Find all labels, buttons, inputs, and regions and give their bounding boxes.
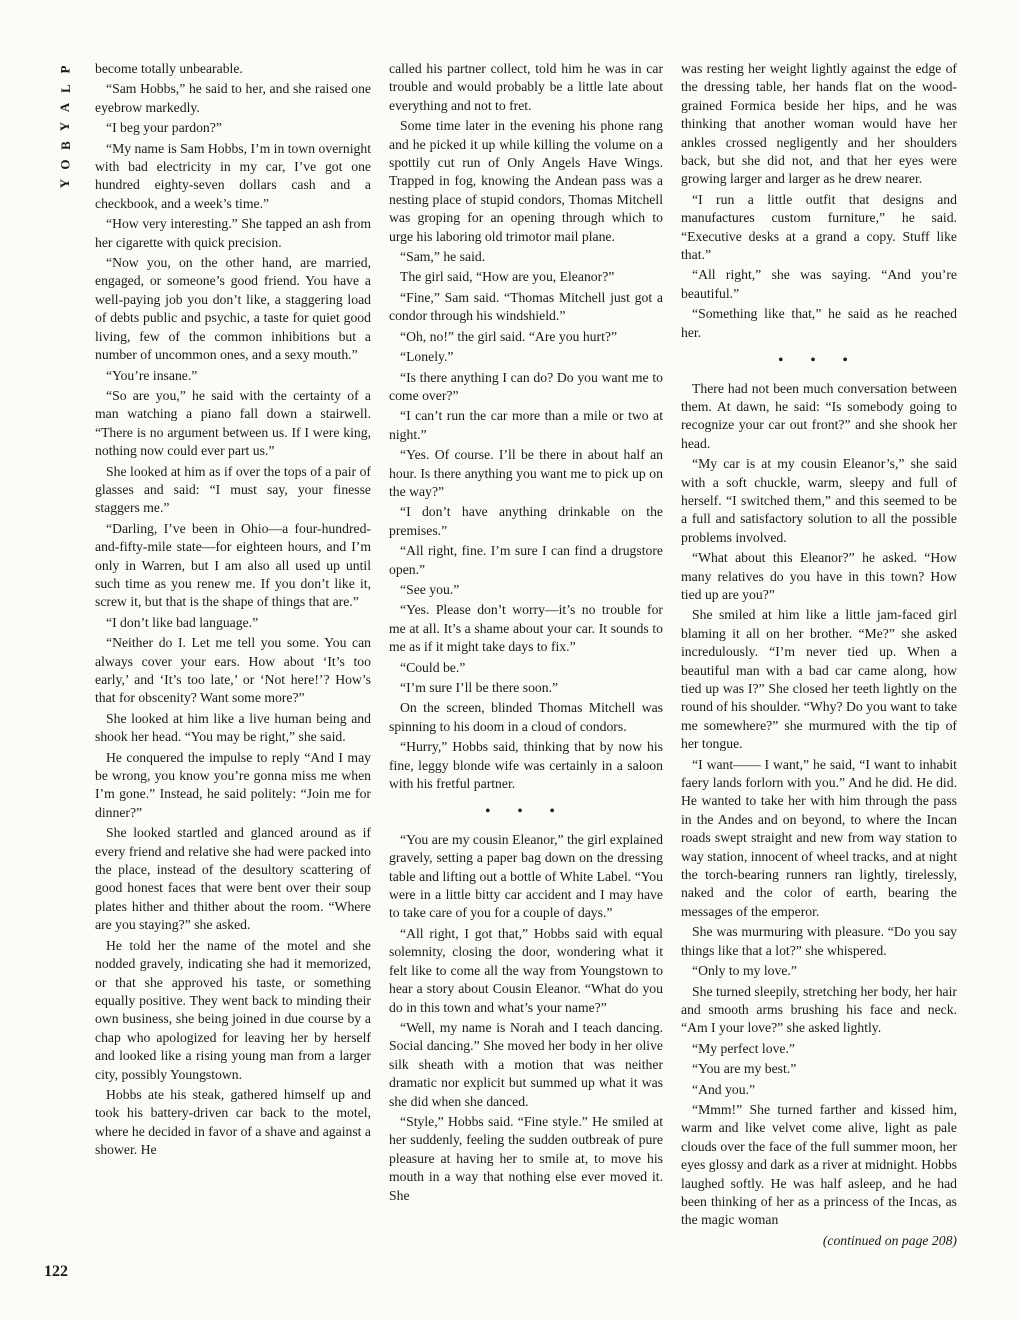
paragraph: “My car is at my cousin Eleanor’s,” she said with a soft chuckle, warm, sleepy and full of herself. “I switched them,” and this seemed to be a full and satisfactory solution to all the possible problems involved. <box>681 456 957 545</box>
paragraph: “Style,” Hobbs said. “Fine style.” He smiled at her suddenly, feeling the sudden outbreak of pure pleasure at having her to smile at, to move his mouth in a way that nothing else ever moved it. She <box>389 1113 663 1203</box>
magazine-name-letter: Y <box>57 178 73 189</box>
paragraph: “Something like that,” he said as he reached her. <box>681 306 957 340</box>
magazine-name-vertical <box>54 60 76 193</box>
paragraph: “So are you,” he said with the certainty of a man watching a piano fall down a stairwell. “There is no argument between us. If I were king, nothing now could ever part us.” <box>95 387 371 459</box>
paragraph: She turned sleepily, stretching her body, her hair and smooth arms brushing his face and neck. “Am I your love?” she asked lightly. <box>681 983 957 1036</box>
paragraph: There had not been much conversation between them. At dawn, he said: “Is somebody going to recognize your car out front?” and she shook her head. <box>681 380 957 451</box>
paragraph: was resting her weight lightly against the edge of the dressing table, her hands flat on the wood-grained Formica beside her hips, and he was thinking that another woman would have her ankles crossed negligently and her shoulders back, but she did not, and that her eyes were growing larger and larger as he drew nearer. <box>681 61 957 187</box>
paragraph: The girl said, “How are you, Eleanor?” <box>400 269 615 285</box>
paragraph: “Could be.” <box>400 659 466 675</box>
column-2-part-2 <box>389 831 663 1205</box>
paragraph: “All right, fine. I’m sure I can find a drugstore open.” <box>389 543 663 577</box>
paragraph: “I want—— I want,” he said, “I want to inhabit faery lands forlorn with you.” And he did. He did. He wanted to take her with him through the pass in the Andes and on beyond, to where the Incan roads swept straight and new from way station to way station, innocent of wheel tracks, and at night the torch-bearing runners ran lightly, tirelessly, naked and the color of earth, bearing the messages of the emperor. <box>681 756 957 919</box>
paragraph: “Hurry,” Hobbs said, thinking that by now his fine, leggy blonde wife was certainly in a saloon with his fretful partner. <box>389 739 663 792</box>
paragraph: “Well, my name is Norah and I teach dancing. Social dancing.” She moved her body in her olive silk sheath with a motion that was neither dramatic nor explicit but summed up what it was she did when she danced. <box>389 1019 663 1109</box>
paragraph: She looked startled and glanced around as if every friend and relative she had were packed into the place, instead of the desultory scattering of good honest faces that were bent over their soup plates hither and thither about the room. “Where are you staying?” she asked. <box>95 825 371 933</box>
paragraph: “See you.” <box>400 581 460 597</box>
paragraph: “Only to my love.” <box>692 963 797 979</box>
paragraph: “My name is Sam Hobbs, I’m in town overnight with bad electricity in my car, I’ve got one hundred eighty-seven dollars cash and a checkbook, and a week’s time.” <box>95 140 371 211</box>
paragraph: “My perfect love.” <box>692 1040 795 1056</box>
paragraph: “Sam,” he said. <box>400 249 486 265</box>
paragraph: “I run a little outfit that designs and manufactures custom furniture,” he said. “Executive desks at a grand a copy. Stuff like that.” <box>681 191 957 263</box>
paragraph: She looked at him like a live human being and shook her head. “You may be right,” she said. <box>95 710 371 745</box>
paragraph: He told her the name of the motel and she nodded gravely, indicating she had it memorized, or that she approved his taste, or something equally positive. They went back to minding their own business, she being joined in due course by a chap who apologized for leaving her by herself and looked like a rising young man from a larger city, possibly Youngstown. <box>95 937 371 1082</box>
magazine-name-letter: P <box>57 65 73 74</box>
paragraph: called his partner collect, told him he was in car trouble and would probably be a little late about everything and not to fret. <box>389 61 663 113</box>
story-column-3 <box>681 60 957 1250</box>
paragraph: become totally unbearable. <box>95 61 243 76</box>
magazine-name-letter: L <box>57 84 73 93</box>
paragraph: “Now you, on the other hand, are married, engaged, or someone’s good friend. You have a well-paying job you don’t like, a staggering load of debts public and psychic, a taste for quiet good living, few of the common inhibitions but a number of uncommon ones, and a sexy mouth.” <box>95 255 371 363</box>
paragraph: “Sam Hobbs,” he said to her, and she raised one eyebrow markedly. <box>95 81 371 115</box>
paragraph: Hobbs ate his steak, gathered himself up and took his battery-driven car back to the motel, where he decided in favor of a shave and against a shower. He <box>95 1086 371 1158</box>
section-separator: • • • <box>485 803 567 819</box>
paragraph: “You are my cousin Eleanor,” the girl explained gravely, setting a paper bag down on the dressing table and lifting out a bottle of White Label. “You were in a little bitty car accident and I may have to take care of you for a couple of days.” <box>389 831 663 921</box>
story-column-2 <box>389 60 663 1207</box>
paragraph: “All right,” she was saying. “And you’re beautiful.” <box>681 267 957 301</box>
magazine-name-letter: A <box>57 102 73 113</box>
paragraph: “Yes. Of course. I’ll be there in about half an hour. Is there anything you want me to pick up on the way?” <box>389 447 663 499</box>
paragraph: “Darling, I’ve been in Ohio—a four-hundred-and-fifty-mile state—for eighteen hours, and I’m only in Warren, but I am also all used up until such time as you renew me. If you don’t like it, screw it, but that is the shape of things that are.” <box>95 520 371 610</box>
paragraph: “I beg your pardon?” <box>106 120 222 136</box>
paragraph: “Fine,” Sam said. “Thomas Mitchell just got a condor through his windshield.” <box>389 289 663 324</box>
column-2-part-1 <box>389 60 663 793</box>
paragraph: He conquered the impulse to reply “And I may be wrong, you know you’re gonna miss me when I’m gone.” Instead, he said politely: “Join me for dinner?” <box>95 749 371 820</box>
paragraph: “Lonely.” <box>400 349 454 365</box>
paragraph: “Yes. Please don’t worry—it’s no trouble for me at all. It’s a shame about your car. It sounds to me as if it might take days to fix.” <box>389 602 663 655</box>
column-3-part-1 <box>681 60 957 342</box>
magazine-name-letter: Y <box>57 121 73 132</box>
magazine-name-letter: O <box>57 159 73 170</box>
paragraph: “And you.” <box>692 1081 756 1097</box>
paragraph: On the screen, blinded Thomas Mitchell was spinning to his doom in a cloud of condors. <box>389 700 663 734</box>
magazine-name-letter: B <box>57 141 73 150</box>
paragraph: “I’m sure I’ll be there soon.” <box>400 680 559 695</box>
paragraph: “I don’t have anything drinkable on the premises.” <box>389 504 663 538</box>
paragraph: “You are my best.” <box>692 1061 797 1077</box>
continued-note: (continued on page 208) <box>822 1232 957 1248</box>
paragraph: “I can’t run the car more than a mile or two at night.” <box>389 408 663 442</box>
paragraph: Some time later in the evening his phone rang and he picked it up while killing the volume on a spottily cut run of Only Angels Have Wings. Trapped in fog, knowing the Andean pass was a nesting place of stupid condors, Thomas Mitchell was groping for an opening through which to urge his laboring old trimotor mail plane. <box>389 118 663 244</box>
paragraph: “What about this Eleanor?” he asked. “How many relatives do you have in this town? How tied up are you?” <box>681 550 957 602</box>
paragraph: “You’re insane.” <box>106 367 198 383</box>
paragraph: “Is there anything I can do? Do you want me to come over?” <box>389 369 663 403</box>
paragraph: “I don’t like bad language.” <box>106 614 259 630</box>
paragraph: “How very interesting.” She tapped an ash from her cigarette with quick precision. <box>95 216 371 250</box>
column-3-part-2 <box>681 380 957 1230</box>
paragraph: “Mmm!” She turned farther and kissed him, warm and like velvet come alive, light as pale clouds over the face of the full summer moon, her eyes glossy and dark as a river at midnight. Hobbs laughed softly. He was half asleep, and he had been thinking of her as a princess of the Incas, as the magic woman <box>681 1101 957 1228</box>
paragraph: “Oh, no!” the girl said. “Are you hurt?” <box>400 328 618 344</box>
paragraph: She smiled at him like a little jam-faced girl blaming it all on her brother. “Me?” she asked incredulously. “I’m never tied up. When a beautiful man with a bad car came along, how tied up was I?” She closed her teeth lightly on the round of his shoulder. “Why? Do you want to take me somewhere?” she murmured with the tip of her tongue. <box>681 607 957 752</box>
paragraph: “All right, I got that,” Hobbs said with equal solemnity, closing the door, wondering what it felt like to come all the way from Youngstown to hear a story about Cousin Eleanor. “What do you do in this town and what’s your name?” <box>389 925 663 1015</box>
story-column-1 <box>95 60 371 1162</box>
section-separator: • • • <box>778 352 860 368</box>
paragraph: She looked at him as if over the tops of a pair of glasses and said: “I must say, your finesse staggers me.” <box>95 463 371 516</box>
page-number: 122 <box>44 1263 68 1280</box>
paragraph: She was murmuring with pleasure. “Do you say things like that a lot?” she whispered. <box>681 924 957 958</box>
paragraph: “Neither do I. Let me tell you some. You can always cover your ears. How about ‘It’s too early,’ and ‘It’s too late,’ or ‘Not here!’? How’s that for obscenity? Want some more?” <box>95 635 371 706</box>
